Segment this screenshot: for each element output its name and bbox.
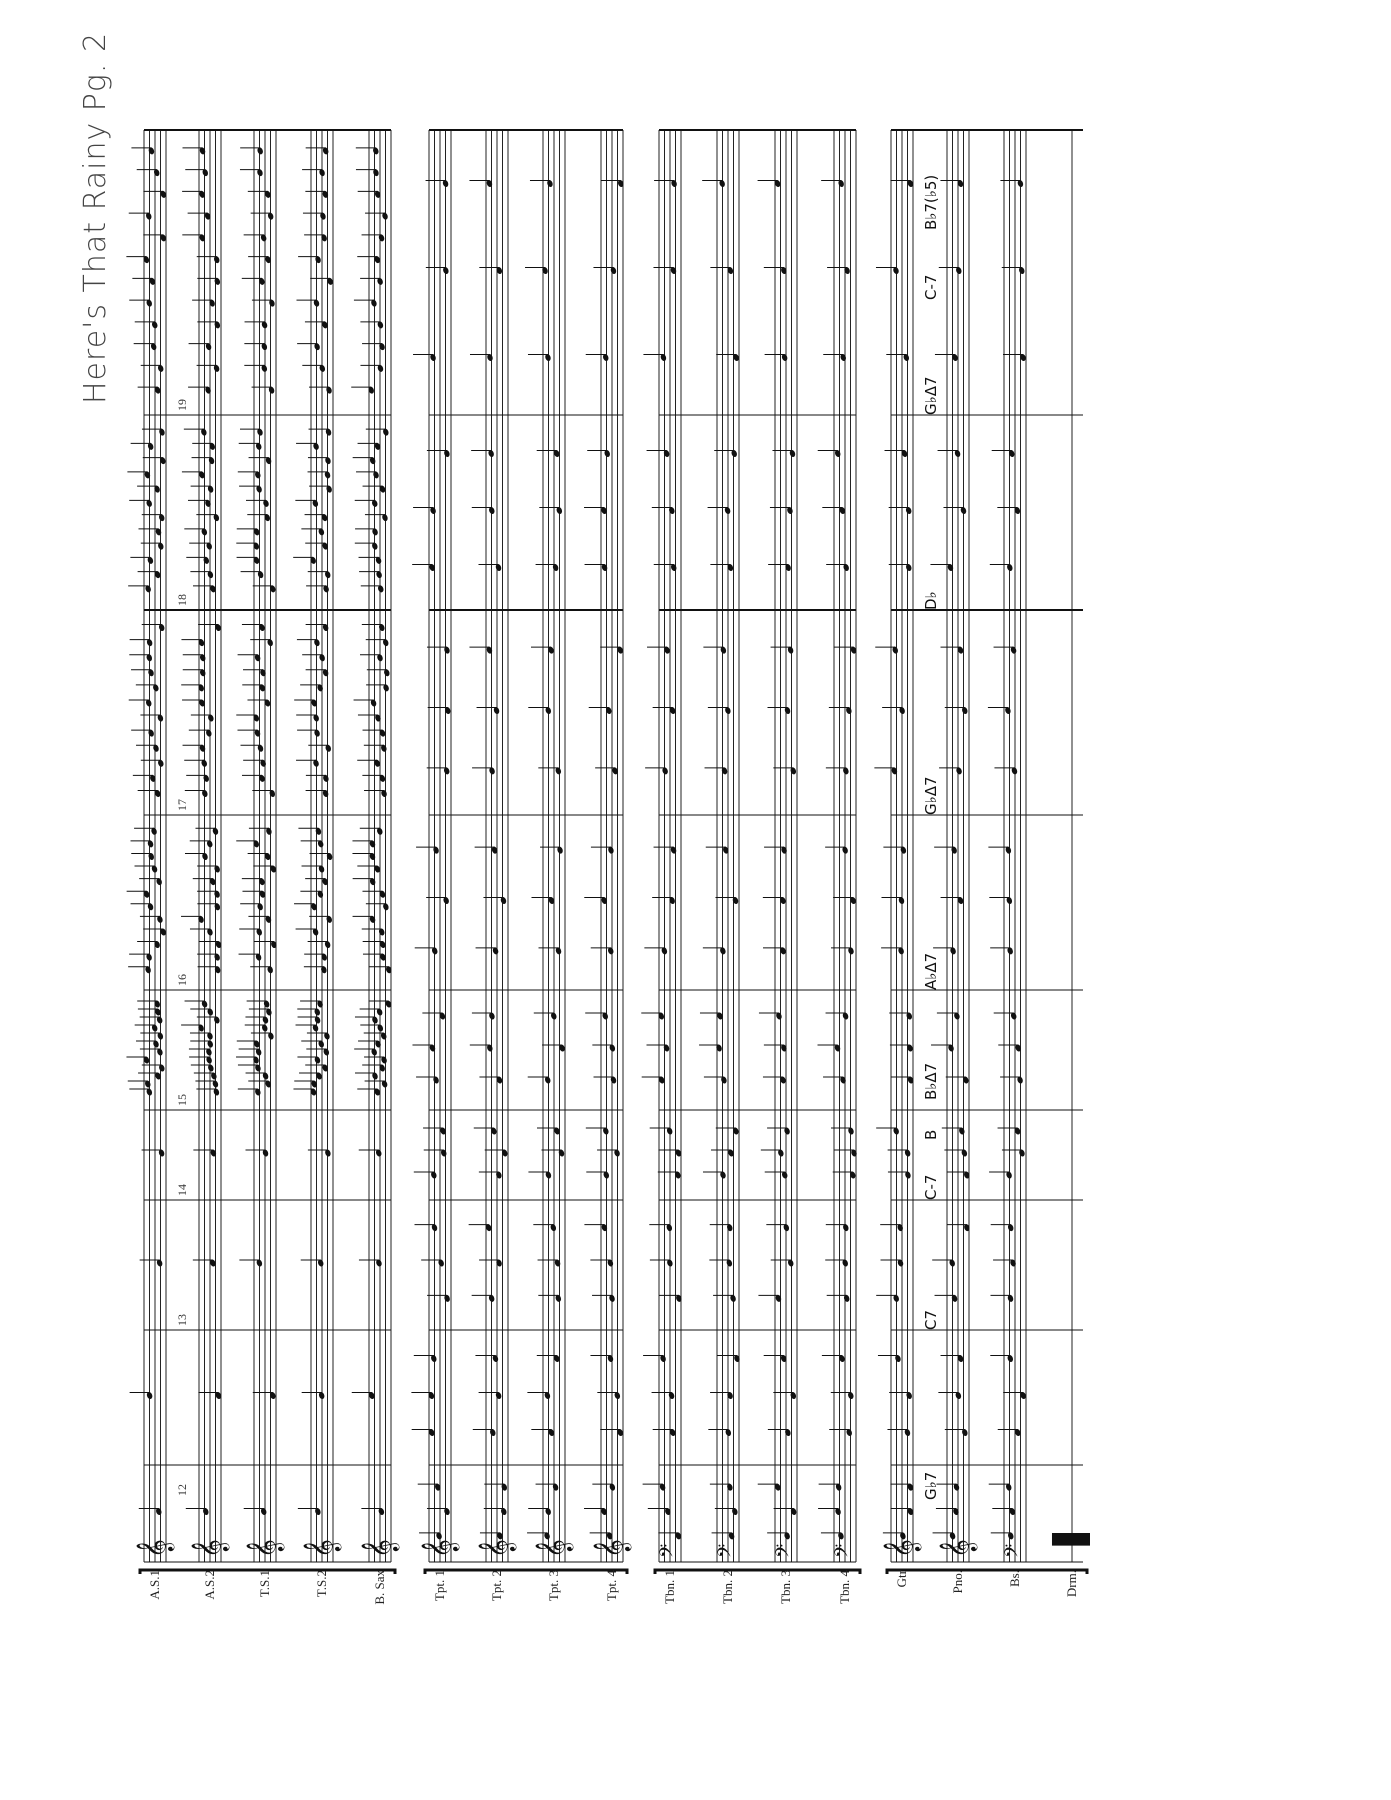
instrument-label-gtr: Gtr bbox=[894, 1570, 909, 1588]
measure-number: 14 bbox=[175, 1184, 189, 1196]
chord-symbol: C-7 bbox=[922, 274, 940, 300]
instrument-label-drm: Drm. bbox=[1064, 1570, 1079, 1598]
instrument-label-tpt1: Tpt. 1 bbox=[432, 1570, 447, 1602]
instrument-label-as1: A.S.1 bbox=[147, 1570, 162, 1600]
instrument-label-ts1: T.S.1 bbox=[257, 1570, 272, 1598]
measure-number: 17 bbox=[175, 799, 189, 811]
bass-clef: 𝄢 bbox=[657, 1543, 682, 1558]
treble-clef: 𝄞 bbox=[938, 1539, 976, 1558]
chord-symbol: G♭7 bbox=[922, 1471, 940, 1500]
instrument-label-tbn4: Tbn. 4 bbox=[837, 1570, 852, 1604]
group-bracket bbox=[425, 1570, 627, 1574]
chord-symbol: A♭Δ7 bbox=[922, 952, 940, 990]
instrument-label-tpt4: Tpt. 4 bbox=[604, 1570, 619, 1602]
bass-clef: 𝄢 bbox=[1002, 1543, 1027, 1558]
chord-symbol: C-7 bbox=[922, 1174, 940, 1200]
treble-clef: 𝄞 bbox=[360, 1539, 398, 1558]
instrument-label-pno: Pno. bbox=[950, 1570, 965, 1594]
measure-number: 16 bbox=[175, 974, 189, 986]
instrument-label-ts2: T.S.2 bbox=[314, 1570, 329, 1598]
chord-symbol: G♭Δ7 bbox=[922, 776, 940, 815]
instrument-label-tpt2: Tpt. 2 bbox=[489, 1570, 504, 1602]
bass-clef: 𝄢 bbox=[715, 1543, 740, 1558]
treble-clef: 𝄞 bbox=[135, 1539, 173, 1558]
chord-symbol: B bbox=[922, 1129, 940, 1140]
page-title: Here's That Rainy Pg. 2 bbox=[78, 31, 113, 404]
group-bracket bbox=[655, 1570, 860, 1574]
instrument-label-tbn3: Tbn. 3 bbox=[778, 1570, 793, 1604]
treble-clef: 𝄞 bbox=[190, 1539, 228, 1558]
group-bracket bbox=[887, 1570, 1087, 1574]
measure-number: 13 bbox=[175, 1314, 189, 1326]
treble-clef: 𝄞 bbox=[534, 1539, 572, 1558]
instrument-label-as2: A.S.2 bbox=[202, 1570, 217, 1600]
bass-clef: 𝄢 bbox=[832, 1543, 857, 1558]
instrument-label-bs: Bs. bbox=[1007, 1570, 1022, 1587]
treble-clef: 𝄞 bbox=[477, 1539, 515, 1558]
instrument-label-bsax: B. Sax bbox=[372, 1570, 387, 1605]
instrument-label-tbn1: Tbn. 1 bbox=[662, 1570, 677, 1604]
treble-clef: 𝄞 bbox=[245, 1539, 283, 1558]
measure-number: 15 bbox=[175, 1094, 189, 1106]
chord-symbol: G♭Δ7 bbox=[922, 376, 940, 415]
percussion-clef: ▐ bbox=[1052, 1533, 1090, 1558]
treble-clef: 𝄞 bbox=[882, 1539, 920, 1558]
chord-symbol: B♭7(♭5) bbox=[922, 174, 940, 230]
chord-symbol: C7 bbox=[922, 1309, 940, 1330]
treble-clef: 𝄞 bbox=[420, 1539, 458, 1558]
measure-number: 18 bbox=[175, 594, 189, 606]
treble-clef: 𝄞 bbox=[592, 1539, 630, 1558]
bass-clef: 𝄢 bbox=[773, 1543, 798, 1558]
measure-number: 19 bbox=[175, 399, 189, 411]
chord-symbol: D♭ bbox=[922, 591, 940, 610]
measure-number: 12 bbox=[175, 1484, 189, 1496]
chord-symbol: B♭Δ7 bbox=[922, 1062, 940, 1100]
instrument-label-tpt3: Tpt. 3 bbox=[546, 1570, 561, 1602]
instrument-label-tbn2: Tbn. 2 bbox=[720, 1570, 735, 1604]
treble-clef: 𝄞 bbox=[302, 1539, 340, 1558]
